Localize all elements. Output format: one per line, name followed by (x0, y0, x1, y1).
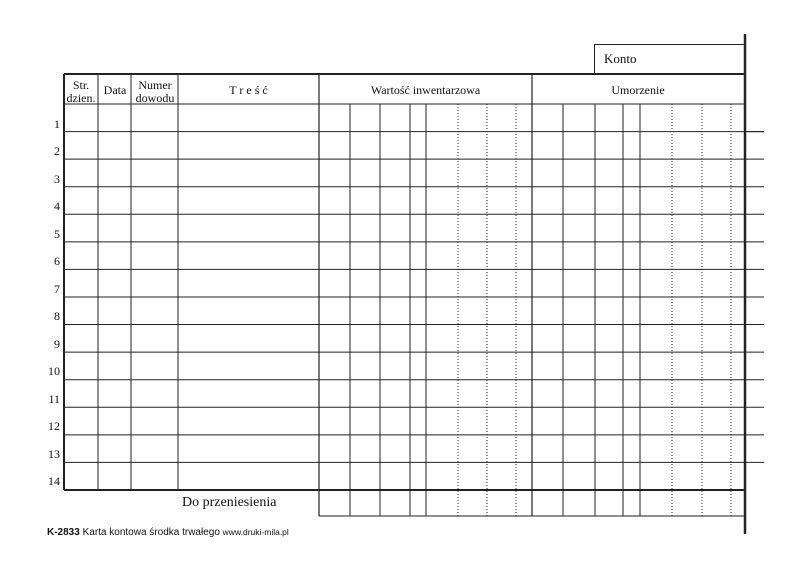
form-title: Karta kontowa środka trwałego (82, 527, 220, 538)
row-number-6: 6 (54, 254, 60, 268)
row-number-7: 7 (54, 282, 60, 296)
header-numer-line2: dowodu (135, 91, 175, 105)
row-number-2: 2 (54, 144, 60, 158)
row-number-4: 4 (54, 199, 60, 213)
header-str-dzien (64, 79, 98, 105)
header-numer-dowodu (132, 79, 178, 105)
header-str-dzien-line1: Str. (72, 78, 90, 92)
publisher-url: www.druki-mila.pl (222, 527, 289, 537)
row-number-8: 8 (54, 309, 60, 323)
row-number-9: 9 (54, 337, 60, 351)
header-wartosc-inwentarzowa: Wartość inwentarzowa (370, 83, 481, 97)
carry-over-label: Do przeniesienia (182, 495, 277, 510)
row-number-13: 13 (48, 447, 60, 461)
header-umorzenie: Umorzenie (611, 83, 665, 97)
header-str-dzien-line2: dzien. (66, 91, 96, 105)
header-data: Data (103, 83, 127, 97)
row-number-11: 11 (48, 392, 60, 406)
row-number-10: 10 (48, 364, 60, 378)
row-number-1: 1 (54, 117, 60, 131)
form-code: K-2833 (47, 527, 80, 538)
form-caption (47, 527, 289, 538)
row-number-14: 14 (48, 474, 60, 488)
row-number-12: 12 (48, 419, 60, 433)
header-numer-line1: Numer (138, 78, 172, 92)
row-number-5: 5 (54, 227, 60, 241)
konto-label: Konto (604, 51, 637, 66)
header-tresc: T r e ś ć (229, 83, 268, 97)
row-number-3: 3 (54, 172, 60, 186)
